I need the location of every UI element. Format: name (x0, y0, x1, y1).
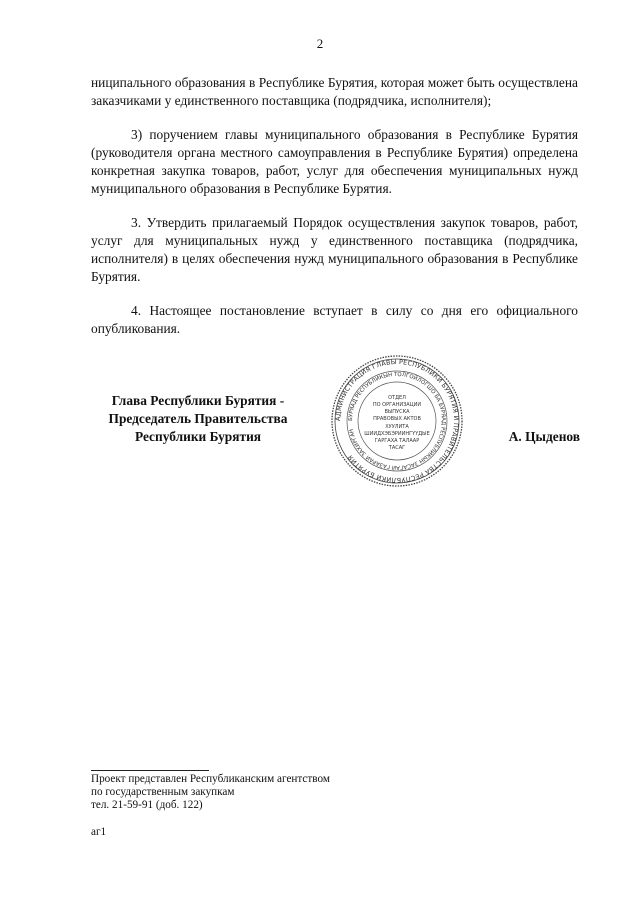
footnote-line: по государственным закупкам (91, 786, 235, 798)
official-seal (330, 354, 464, 488)
document-body (91, 74, 578, 338)
footnote-line: Проект представлен Республиканским агентством (91, 773, 330, 785)
seal-center-line: ШИИДХЭБЭРИИНГҮҮДЫЕ (364, 431, 430, 437)
paragraph-clause-3: 3. Утвердить прилагаемый Порядок осуществления закупок товаров, работ, услуг для муниципальных нужд у единственного поставщика (подрядчика, исполнителя) в целях обеспечения нужд муниципального образования в Республике Бурятия. (91, 215, 578, 284)
seal-center-line: ВЫПУСКА (384, 409, 410, 415)
footnote (91, 773, 391, 812)
seal-center-line: ПРАВОВЫХ АКТОВ (373, 416, 421, 422)
seal-center-line: ПО ОРГАНИЗАЦИИ (372, 402, 422, 408)
signatory-position-line: Председатель Правительства (108, 411, 288, 426)
document-code: аг1 (91, 826, 107, 838)
signatory-name: А. Цыденов (508, 429, 580, 444)
seal-center-line: ТАСАГ (388, 445, 406, 451)
signatory-position-line: Республики Бурятия (134, 429, 262, 444)
seal-outer-ring-text: АДМИНИСТРАЦИЯ ГЛАВЫ РЕСПУБЛИКИ БУРЯТИЯ И ПРАВИТЕЛЬСТВА РЕСПУБЛИКИ БУРЯТИЯ (333, 357, 461, 485)
signatory-position (88, 392, 308, 446)
signature-block (60, 357, 580, 502)
paragraph-continuation: ниципального образования в Республике Бурятия, которая может быть осуществлена заказчиками у единственного поставщика (подрядчика, исполнителя); (91, 75, 578, 108)
paragraph-clause-4: 4. Настоящее постановление вступает в силу со дня его официального опубликования. (91, 303, 578, 336)
footnote-line: тел. 21-59-91 (доб. 122) (91, 799, 203, 811)
footnote-divider (91, 770, 209, 771)
seal-center-line: ОТДЕЛ (388, 395, 406, 401)
paragraph-item-3: 3) поручением главы муниципального образования в Республике Бурятия (руководителя органа местного самоуправления в Республике Бурятия) определена конкретная закупка товаров, работ, услуг для обеспечения муниципальных нужд муниципального образования в Республике Бурятия. (91, 127, 578, 196)
seal-center-line: ГАРГАХА ТАЛААР (374, 438, 420, 444)
signatory-position-line: Глава Республики Бурятия - (111, 393, 285, 408)
page-number: 2 (316, 36, 324, 51)
seal-inner-ring-text: БУРЯАД РЕСПУБЛИКЫН ТОЛГОЙЛОГШО БА БУРЯАД РЕСПУБЛИКЫН ЗАСАГАЙ ГАЗАРАЙ ЗАХИРГАН (347, 371, 447, 471)
seal-center-line: ХУУЛИТА (385, 424, 409, 430)
